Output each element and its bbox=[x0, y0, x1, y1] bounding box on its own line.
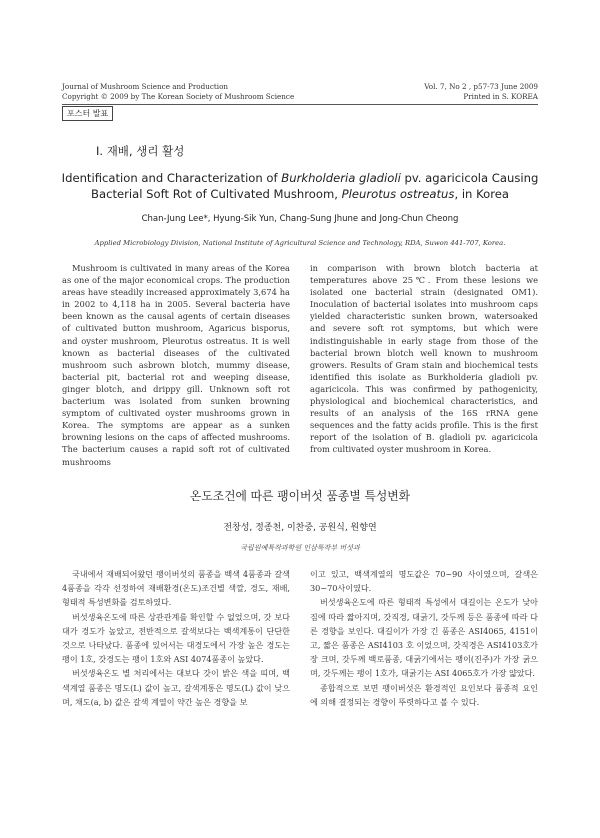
title-part: pv. agaricicola Causing bbox=[400, 171, 539, 185]
section-heading: Ⅰ. 재배, 생리 활성 bbox=[96, 144, 185, 158]
header-divider bbox=[62, 104, 538, 105]
title-part: Bacterial Soft Rot of Cultivated Mushroom, bbox=[91, 187, 342, 201]
copyright-line: Copyright © 2009 by The Korean Society of Mushroom Science bbox=[62, 92, 295, 101]
paper2-authors: 전창성, 정종천, 이찬중, 공원식, 원향연 bbox=[223, 523, 377, 533]
title-part: Identification and Characterization of bbox=[61, 171, 282, 185]
journal-name: Journal of Mushroom Science and Production bbox=[62, 82, 229, 91]
paper1-affiliation: Applied Microbiology Division, National Institute of Agricultural Science and Technology, RDA, Suwon 441-707, Korea. bbox=[94, 239, 506, 247]
title-italic: Burkholderia gladioli bbox=[281, 171, 401, 185]
volume-line: Vol. 7, No 2 , p57-73 June 2009 bbox=[424, 82, 538, 91]
paper2-body-right bbox=[310, 567, 538, 709]
paper1-title bbox=[60, 170, 540, 202]
paper1-body-right: in comparison with brown blotch bacteria at temperatures above 25℃. From these lesions we isolated one bacterial strain (designated OM1). Inoculation of bacterial isolates into mushroom caps yielded characteristic sunken brown, watersoaked and severe soft rot symptoms, but which were indistinguishable in early stage from those of the bacterial brown blotch well known to mushroom growers. Results of Gram stain and biochemical tests identified this isolate as Burkholderia gladioli pv. agaricicola. This was confirmed by pathogenicity, physiological and biochemical characteristics, and results of an analysis of the 16S rRNA gene sequences and the fatty acids profile. This is the first report of the isolation of B. gladioli pv. agaricicola from cultivated oyster mushroom in Korea. bbox=[310, 263, 538, 455]
paragraph-continued: 이고 있고, 백색계열의 명도값은 70~90 사이였으며, 갈색은 30~70사이였다. bbox=[310, 569, 538, 594]
title-italic: Pleurotus ostreatus bbox=[341, 187, 455, 201]
paper2-body-left bbox=[62, 567, 290, 709]
paper1-authors: Chan-Jung Lee*, Hyung-Sik Yun, Chang-Sung Jhune and Jong-Chun Cheong bbox=[141, 214, 459, 224]
journal-header bbox=[62, 82, 294, 102]
title-part: , in Korea bbox=[454, 187, 509, 201]
paragraph: 버섯생육온도에 따른 상관관계를 확인할 수 없었으며, 갓 보다 대가 경도가 높았고, 전반적으로 갈색보다는 백색계통이 단단한 것으로 나타났다. 품종에 있어서는 대경도에서 가장 높은 경도는 팽이 1호, 갓경도는 팽이 1호와 ASI 4074품종이 높았다. bbox=[62, 611, 290, 665]
paper1-body-left: Mushroom is cultivated in many areas of the Korea as one of the major economical crops. The production areas have steadily increased approximately 3,674 ha in 2002 to 4,118 ha in 2005. Several bacteria have been known as the causal agents of certain diseases of cultivated button mushroom, Agaricus bisporus, and oyster mushroom, Pleurotus ostreatus. It is well known as bacterial diseases of the cultivated mushroom such asbrown blotch, mummy disease, bacterial pit, bacterial rot and weeping disease, ginger blotch, and drippy gill. Unknown soft rot bacterium was isolated from sunken browning symptom of cultivated oyster mushrooms grown in Korea. The symptoms are appear as a sunken browning lesions on the caps of affected mushrooms. The bacterium causes a rapid soft rot of cultivated mushrooms bbox=[62, 263, 290, 467]
volume-header bbox=[424, 82, 538, 102]
paragraph: 종합적으로 보면 팽이버섯은 환경적인 요인보다 품종적 요인에 의해 결정되는 경향이 뚜렷하다고 볼 수 있다. bbox=[310, 682, 538, 707]
poster-badge: 포스터 발표 bbox=[62, 106, 113, 121]
paper2-title: 온도조건에 따른 팽이버섯 품종별 특성변화 bbox=[189, 489, 411, 503]
paragraph: 국내에서 재배되어왔던 팽이버섯의 품종을 백색 4품종과 갈색 4품종을 각각 선정하여 재배환경(온도)조건별 색깔, 경도, 재배, 형태적 특성변화를 검토하였다. bbox=[62, 569, 290, 608]
paragraph: 버섯생육온도 별 처리에서는 대보다 갓이 밝은 색을 띠며, 백색계열 품종은 명도(L) 값이 높고, 갈색계통은 명도(L) 값이 낮으며, 채도(a, b) 값은 갈색 계열이 약간 높은 경향을 보 bbox=[62, 668, 290, 707]
paragraph: 버섯생육온도에 따른 형태적 특성에서 대길이는 온도가 낮아짐에 따라 짧아지며, 갓직경, 대굵기, 갓두께 등은 품종에 따라 다른 경향을 보인다. 대길이가 가장 긴 품종은 ASI4065, 4151이고, 짧은 품종은 ASI4103 호 이었으며, 갓직경은 ASI4103호가장 크며, 갓두께 백로품종, 대굵기에서는 팽이(진주)가 가장 굵으며, 갓두께는 팽이 1호가, 대굵기는 ASI 4065호가 가장 얇았다. bbox=[310, 597, 538, 679]
printed-line: Printed in S. KOREA bbox=[463, 92, 538, 101]
paper2-affiliation: 국립원예특작과학원 인삼특작부 버섯과 bbox=[240, 544, 360, 552]
